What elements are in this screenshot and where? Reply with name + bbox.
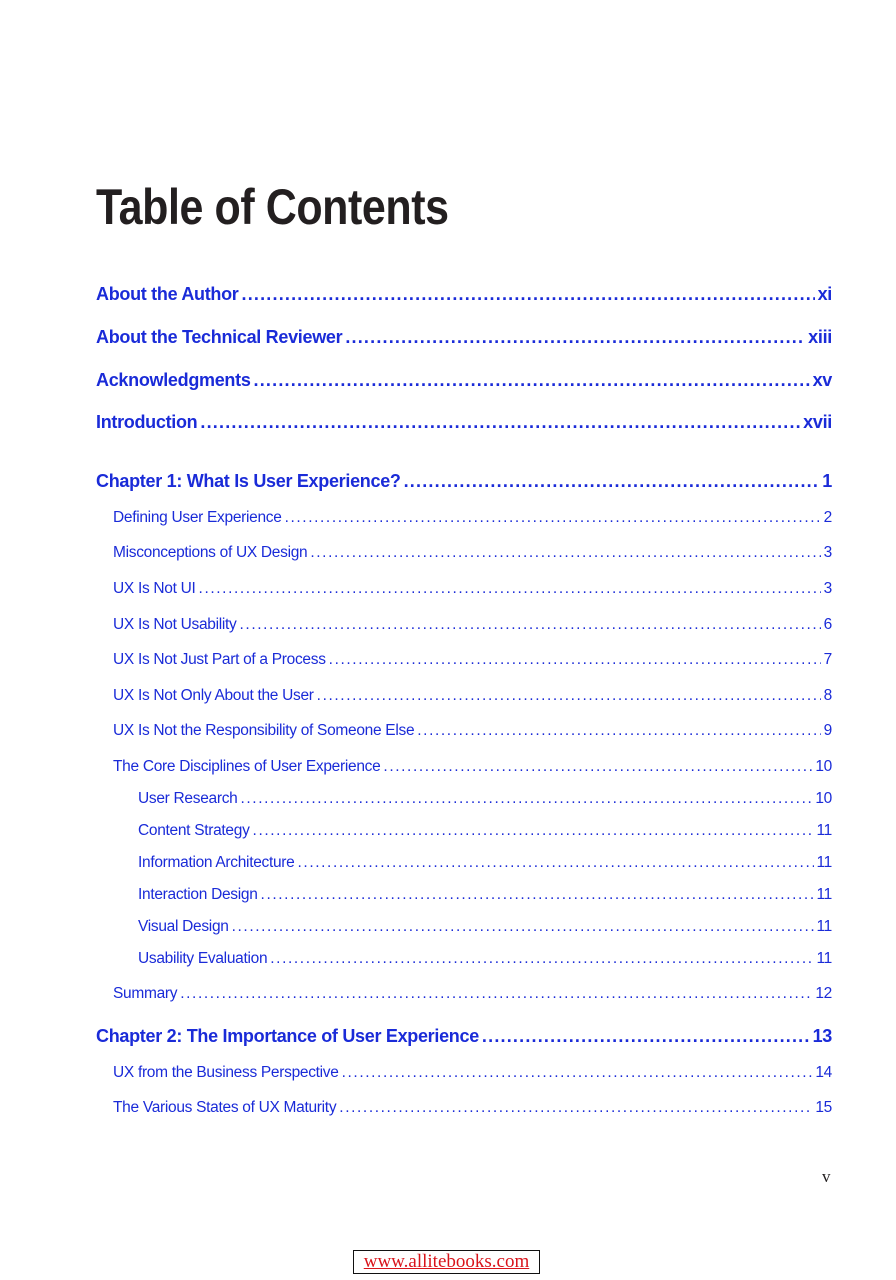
toc-entry-label: Chapter 2: The Importance of User Experience — [96, 1026, 479, 1046]
toc-entry-page: 14 — [815, 1064, 832, 1081]
toc-entry-label: User Research — [138, 790, 238, 807]
dot-leader — [383, 758, 812, 776]
toc-entry-label: Content Strategy — [138, 822, 250, 839]
toc-entry-misconceptions-of-ux-design[interactable] — [113, 544, 832, 562]
toc-entry-about-the-technical-reviewer[interactable] — [96, 327, 832, 348]
toc-entry-page: xv — [812, 370, 832, 390]
toc-entry-page: 11 — [816, 822, 832, 839]
toc-entry-page: 3 — [823, 580, 832, 597]
toc-entry-page: 2 — [823, 509, 832, 526]
toc-entry-label: UX Is Not Only About the User — [113, 687, 314, 704]
toc-entry-label: About the Technical Reviewer — [96, 327, 343, 347]
toc-entry-label: UX Is Not Just Part of a Process — [113, 651, 326, 668]
dot-leader — [342, 1064, 813, 1082]
toc-entry-label: Chapter 1: What Is User Experience? — [96, 471, 401, 491]
toc-entry-page: 15 — [815, 1099, 832, 1116]
dot-leader — [285, 509, 821, 527]
toc-entry-label: The Core Disciplines of User Experience — [113, 758, 381, 775]
dot-leader — [339, 1099, 812, 1117]
toc-entry-page: 12 — [815, 985, 832, 1002]
dot-leader — [310, 544, 820, 562]
toc-entry-ux-is-not-usability[interactable] — [113, 616, 832, 634]
dot-leader — [345, 327, 805, 348]
toc-entry-label: Introduction — [96, 412, 198, 432]
toc-entry-label: The Various States of UX Maturity — [113, 1099, 337, 1116]
toc-entry-page: 1 — [822, 471, 832, 491]
toc-entry-various-states-of-ux-maturity[interactable] — [113, 1099, 832, 1117]
dot-leader — [254, 370, 810, 391]
toc-entry-page: 7 — [823, 651, 832, 668]
dot-leader — [199, 580, 821, 598]
toc-entry-ux-from-business-perspective[interactable] — [113, 1064, 832, 1082]
toc-entry-visual-design[interactable] — [138, 918, 832, 936]
toc-entry-label: Usability Evaluation — [138, 950, 268, 967]
dot-leader — [240, 790, 812, 808]
toc-entry-page: 11 — [816, 886, 832, 903]
toc-entry-page: xvii — [803, 412, 832, 432]
toc-entry-page: xiii — [808, 327, 832, 347]
toc-entry-page: 10 — [815, 758, 832, 775]
dot-leader — [417, 722, 820, 740]
toc-entry-page: 8 — [823, 687, 832, 704]
toc-entry-label: Summary — [113, 985, 178, 1002]
toc-entry-information-architecture[interactable] — [138, 854, 832, 872]
toc-entry-about-the-author[interactable] — [96, 284, 832, 305]
dot-leader — [317, 687, 821, 705]
toc-entry-content-strategy[interactable] — [138, 822, 832, 840]
toc-entry-chapter-1[interactable] — [96, 471, 832, 492]
toc-entry-label: Interaction Design — [138, 886, 258, 903]
toc-entry-page: 11 — [816, 918, 832, 935]
toc-entry-label: About the Author — [96, 284, 239, 304]
toc-entry-label: UX Is Not UI — [113, 580, 196, 597]
dot-leader — [482, 1026, 810, 1047]
dot-leader — [232, 918, 814, 936]
toc-entry-ux-is-not-only-about-the-user[interactable] — [113, 687, 832, 705]
toc-entry-page: 10 — [815, 790, 832, 807]
toc-entry-page: 9 — [823, 722, 832, 739]
toc-entry-usability-evaluation[interactable] — [138, 950, 832, 968]
toc-entry-defining-user-experience[interactable] — [113, 509, 832, 527]
dot-leader — [180, 985, 812, 1003]
dot-leader — [242, 284, 815, 305]
dot-leader — [261, 886, 814, 904]
toc-entry-chapter-2[interactable] — [96, 1026, 832, 1047]
toc-entry-label: Visual Design — [138, 918, 229, 935]
dot-leader — [404, 471, 820, 492]
dot-leader — [329, 651, 821, 669]
watermark-link[interactable]: www.allitebooks.com — [353, 1250, 540, 1274]
dot-leader — [270, 950, 813, 968]
toc-entry-label: UX Is Not Usability — [113, 616, 237, 633]
toc-entry-label: Information Architecture — [138, 854, 295, 871]
toc-entry-ux-is-not-the-responsibility[interactable] — [113, 722, 832, 740]
toc-entry-page: 3 — [823, 544, 832, 561]
toc-entry-page: 13 — [812, 1026, 832, 1046]
page-number: v — [822, 1167, 831, 1186]
toc-entry-label: Misconceptions of UX Design — [113, 544, 308, 561]
toc-entry-page: 11 — [816, 854, 832, 871]
toc-entry-ux-is-not-ui[interactable] — [113, 580, 832, 598]
toc-entry-label: UX from the Business Perspective — [113, 1064, 339, 1081]
toc-entry-introduction[interactable] — [96, 412, 832, 433]
toc-entry-ux-is-not-just-part-of-a-process[interactable] — [113, 651, 832, 669]
toc-entry-page: 6 — [823, 616, 832, 633]
dot-leader — [240, 616, 821, 634]
toc-entry-acknowledgments[interactable] — [96, 370, 832, 391]
toc-entry-label: Defining User Experience — [113, 509, 282, 526]
dot-leader — [253, 822, 814, 840]
toc-entry-page: 11 — [816, 950, 832, 967]
toc-entry-label: UX Is Not the Responsibility of Someone Else — [113, 722, 415, 739]
page-title: Table of Contents — [96, 179, 449, 235]
toc-entry-summary[interactable] — [113, 985, 832, 1003]
dot-leader — [298, 854, 814, 872]
toc-entry-user-research[interactable] — [138, 790, 832, 808]
dot-leader — [200, 412, 800, 433]
toc-entry-label: Acknowledgments — [96, 370, 251, 390]
toc-entry-interaction-design[interactable] — [138, 886, 832, 904]
toc-entry-core-disciplines[interactable] — [113, 758, 832, 776]
toc-entry-page: xi — [817, 284, 832, 304]
